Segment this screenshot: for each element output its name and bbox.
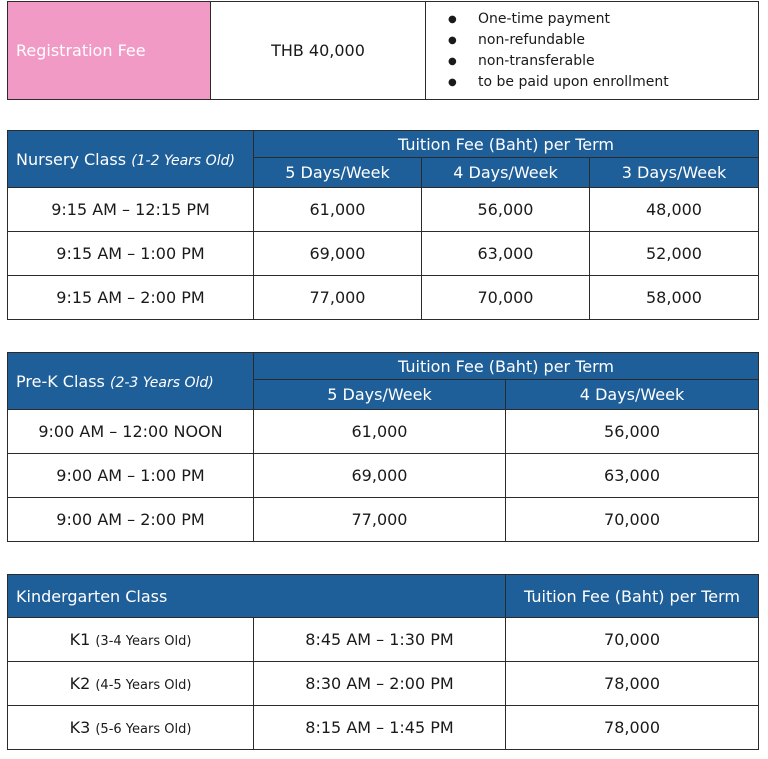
time-cell: 9:00 AM – 2:00 PM: [8, 498, 254, 542]
nursery-fee-header: Tuition Fee (Baht) per Term: [254, 131, 759, 158]
registration-notes: [426, 2, 759, 100]
fee-cell: 69,000: [254, 232, 422, 276]
level-cell: [8, 618, 254, 662]
prek-title: Pre-K Class: [16, 371, 105, 391]
time-cell: 9:15 AM – 12:15 PM: [8, 188, 254, 232]
registration-amount: THB 40,000: [211, 2, 426, 100]
registration-row: [8, 2, 759, 100]
table-row: [8, 188, 759, 232]
kindergarten-header-row: [8, 575, 759, 618]
column-header: 5 Days/Week: [254, 158, 422, 188]
fee-cell: 70,000: [506, 498, 759, 542]
prek-header-row: [8, 353, 759, 380]
nursery-fee-table: [7, 130, 759, 320]
column-header: 4 Days/Week: [506, 380, 759, 410]
registration-label: Registration Fee: [8, 2, 211, 100]
level-label: K2: [69, 674, 91, 693]
fee-cell: 77,000: [254, 498, 506, 542]
fee-cell: 61,000: [254, 188, 422, 232]
fee-cell: 58,000: [590, 276, 759, 320]
level-age: (4-5 Years Old): [95, 678, 192, 693]
table-row: [8, 410, 759, 454]
prek-fee-table: [7, 352, 759, 542]
level-label: K3: [69, 718, 91, 737]
table-row: [8, 276, 759, 320]
time-cell: 8:45 AM – 1:30 PM: [254, 618, 506, 662]
nursery-header-row: [8, 131, 759, 158]
level-cell: [8, 706, 254, 750]
fee-cell: 70,000: [422, 276, 590, 320]
fee-cell: 78,000: [506, 706, 759, 750]
column-header: 5 Days/Week: [254, 380, 506, 410]
level-cell: [8, 662, 254, 706]
prek-age: (2-3 Years Old): [109, 374, 214, 391]
fee-cell: 63,000: [506, 454, 759, 498]
fee-cell: 78,000: [506, 662, 759, 706]
fee-cell: 77,000: [254, 276, 422, 320]
fee-cell: 56,000: [506, 410, 759, 454]
table-row: [8, 618, 759, 662]
fee-cell: 69,000: [254, 454, 506, 498]
list-item: ● One-time payment: [478, 9, 758, 30]
prek-title-cell: [8, 353, 254, 410]
fee-cell: 63,000: [422, 232, 590, 276]
nursery-title: Nursery Class: [16, 149, 127, 169]
nursery-age: (1-2 Years Old): [131, 152, 235, 169]
column-header: 4 Days/Week: [422, 158, 590, 188]
kindergarten-fee-table: [7, 574, 759, 750]
nursery-title-cell: [8, 131, 254, 188]
table-row: [8, 232, 759, 276]
table-row: [8, 454, 759, 498]
fee-cell: 56,000: [422, 188, 590, 232]
registration-notes-list: [426, 9, 758, 93]
table-row: [8, 498, 759, 542]
time-cell: 9:15 AM – 1:00 PM: [8, 232, 254, 276]
list-item: ● non-transferable: [478, 51, 758, 72]
fee-cell: 48,000: [590, 188, 759, 232]
time-cell: 9:00 AM – 1:00 PM: [8, 454, 254, 498]
kindergarten-title: Kindergarten Class: [8, 575, 506, 618]
registration-fee-table: [7, 1, 759, 100]
column-header: 3 Days/Week: [590, 158, 759, 188]
time-cell: 9:00 AM – 12:00 NOON: [8, 410, 254, 454]
prek-fee-header: Tuition Fee (Baht) per Term: [254, 353, 759, 380]
level-age: (5-6 Years Old): [95, 722, 192, 737]
fee-cell: 61,000: [254, 410, 506, 454]
list-item: ● non-refundable: [478, 30, 758, 51]
fee-cell: 70,000: [506, 618, 759, 662]
level-label: K1: [69, 630, 91, 649]
level-age: (3-4 Years Old): [95, 634, 192, 649]
list-item: ● to be paid upon enrollment: [478, 72, 758, 93]
table-row: [8, 706, 759, 750]
time-cell: 9:15 AM – 2:00 PM: [8, 276, 254, 320]
kindergarten-fee-header: Tuition Fee (Baht) per Term: [506, 575, 759, 618]
table-row: [8, 662, 759, 706]
fee-cell: 52,000: [590, 232, 759, 276]
time-cell: 8:30 AM – 2:00 PM: [254, 662, 506, 706]
time-cell: 8:15 AM – 1:45 PM: [254, 706, 506, 750]
